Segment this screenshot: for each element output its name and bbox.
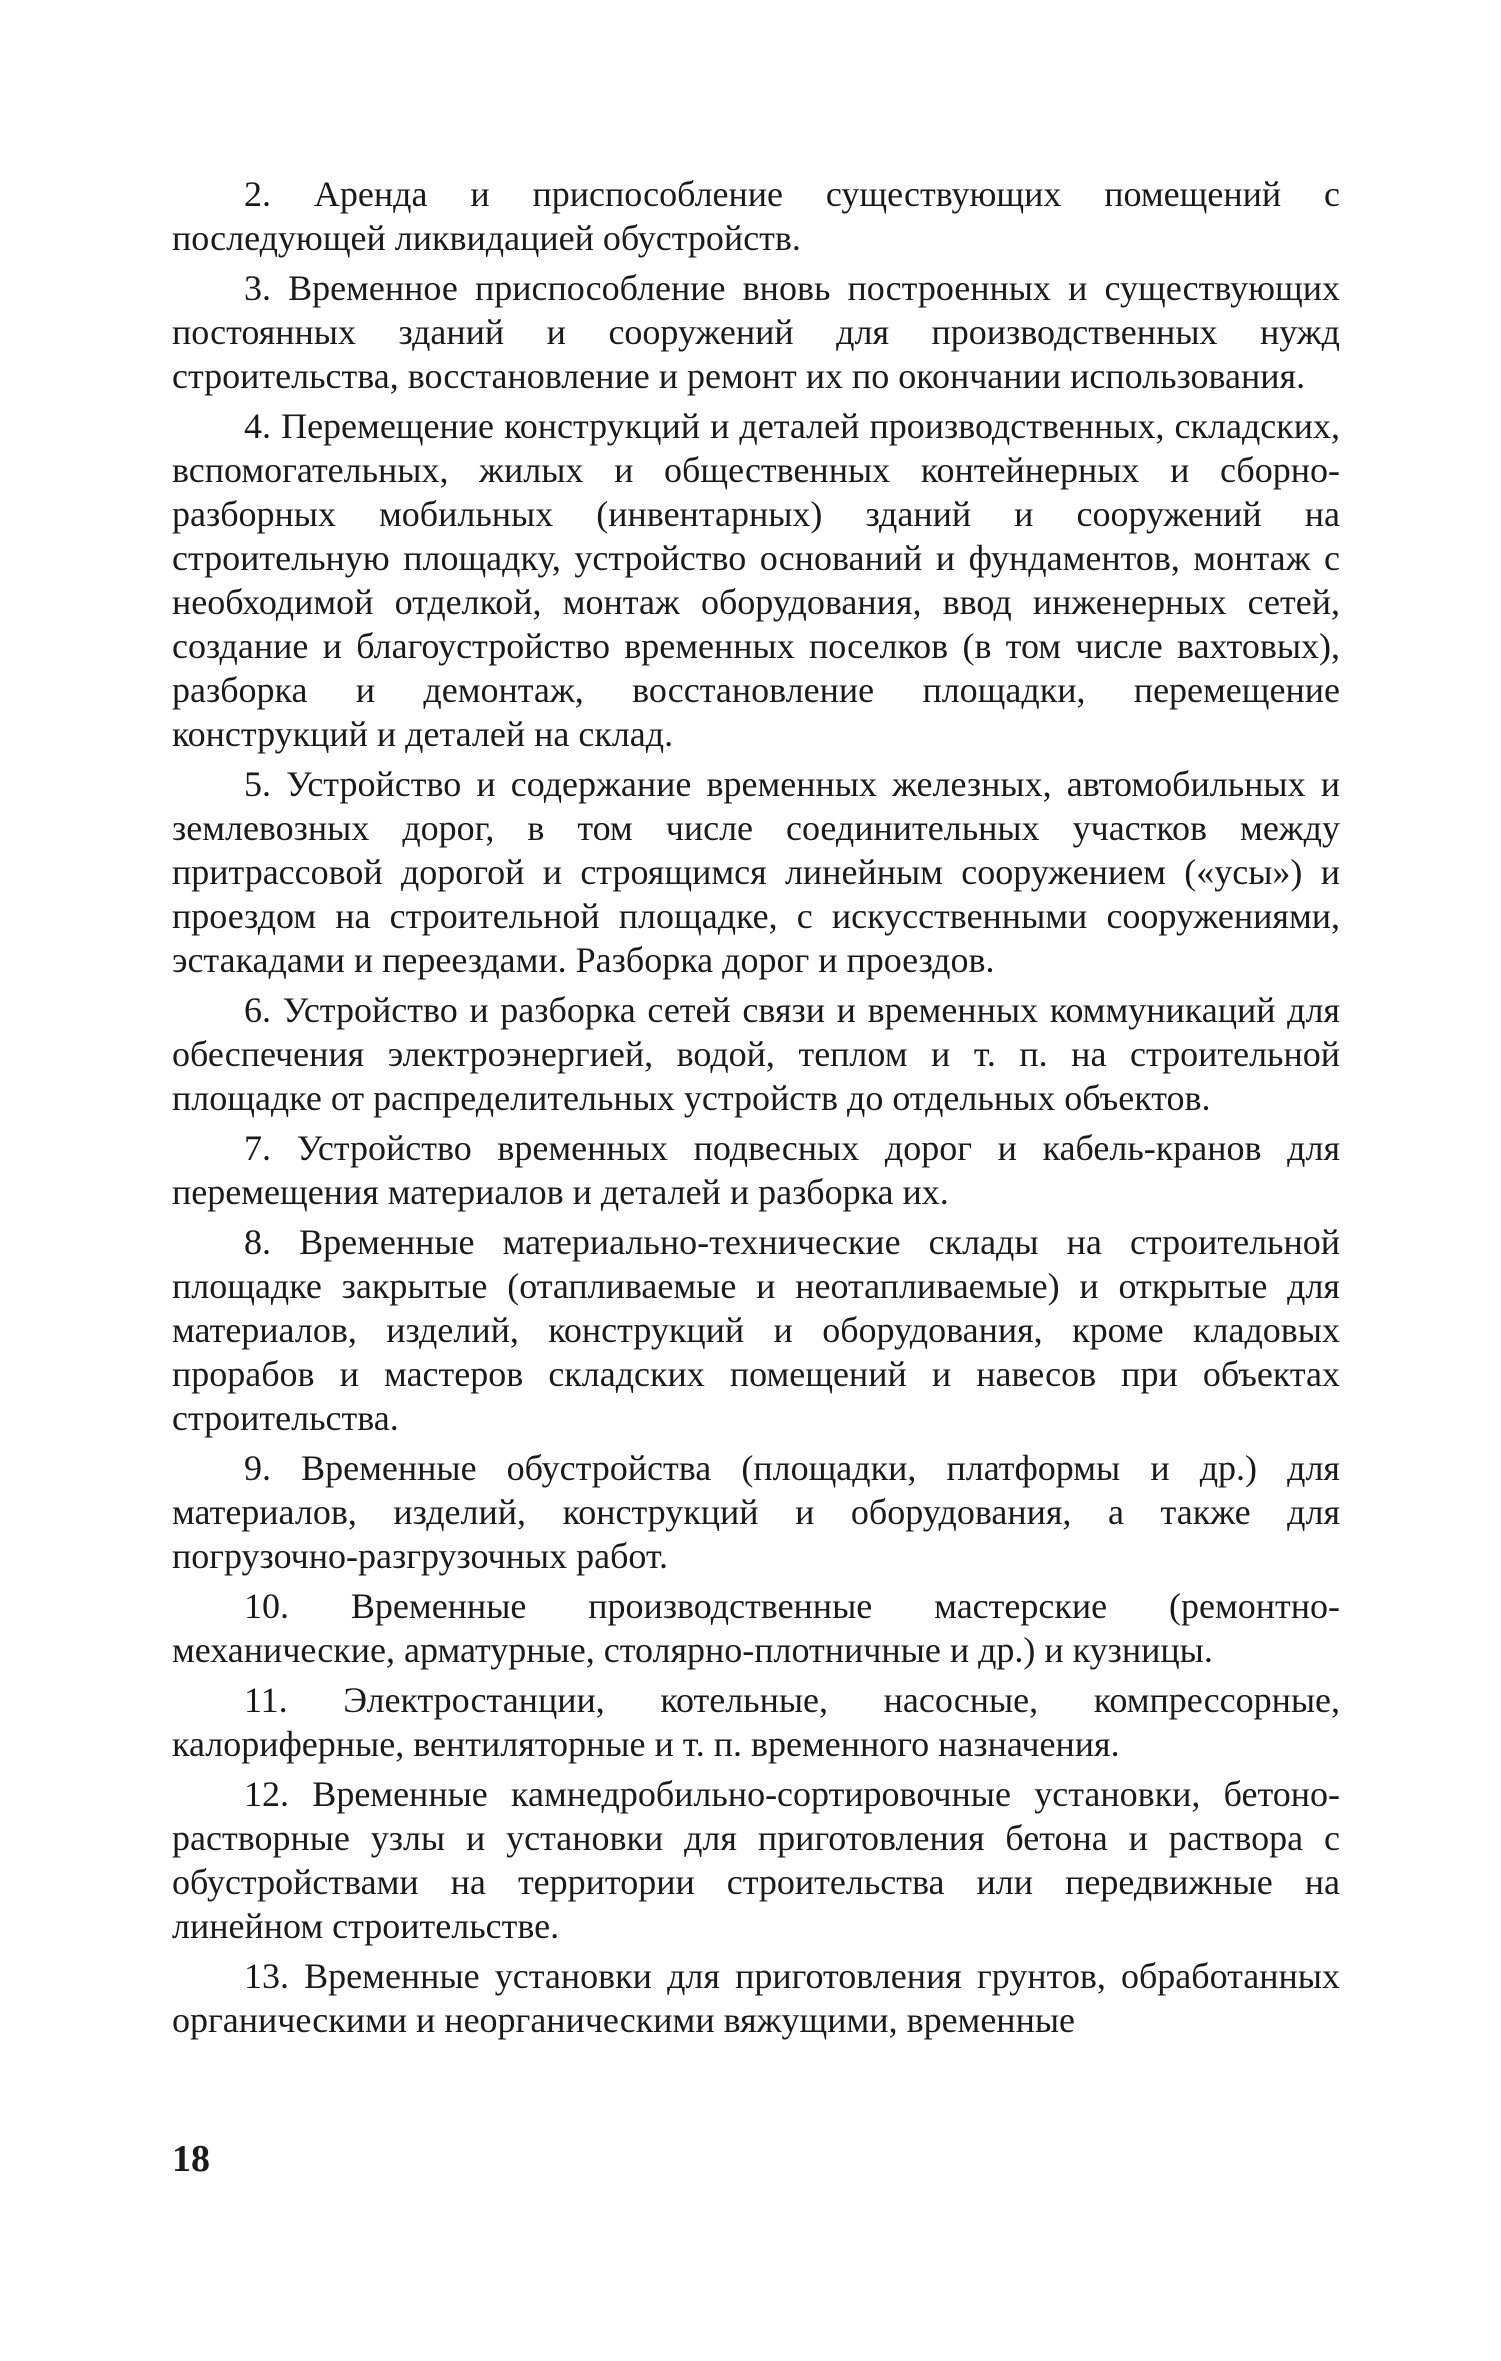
paragraph-item-2: 2. Аренда и приспособление существующих помещений с последующей ликвидацией обустройств.	[172, 174, 1340, 258]
paragraph-item-13: 13. Временные установки для приготовления грунтов, обработанных органическими и неорганическими вяжущими, временные	[172, 1956, 1340, 2040]
paragraph-item-12: 12. Временные камнедробильно-сортировочные установки, бетоно-растворные узлы и установки для приготовления бетона и раствора с обустройствами на территории строительства или передвижные на линейном строительстве.	[172, 1774, 1340, 1946]
paragraph-item-8: 8. Временные материально-технические склады на строительной площадке закрытые (отапливаемые и неотапливаемые) и открытые для материалов, изделий, конструкций и оборудования, кроме кладовых прорабов и мастеров складских помещений и навесов при объектах строительства.	[172, 1222, 1340, 1438]
paragraph-item-3: 3. Временное приспособление вновь построенных и существующих постоянных зданий и сооружений для производственных нужд строительства, восстановление и ремонт их по окончании использования.	[172, 268, 1340, 396]
paragraph-item-4: 4. Перемещение конструкций и деталей производственных, складских, вспомогательных, жилых и общественных контейнерных и сборно-разборных мобильных (инвентарных) зданий и сооружений на строительную площадку, устройство оснований и фундаментов, монтаж с необходимой отделкой, монтаж оборудования, ввод инженерных сетей, создание и благоустройство временных поселков (в том числе вахтовых), разборка и демонтаж, восстановление площадки, перемещение конструкций и деталей на склад.	[172, 406, 1340, 754]
paragraph-item-9: 9. Временные обустройства (площадки, платформы и др.) для материалов, изделий, конструкций и оборудования, а также для погрузочно-разгрузочных работ.	[172, 1448, 1340, 1576]
paragraph-item-7: 7. Устройство временных подвесных дорог и кабель-кранов для перемещения материалов и деталей и разборка их.	[172, 1128, 1340, 1212]
document-body	[172, 172, 1340, 2048]
paragraph-item-10: 10. Временные производственные мастерские (ремонтно-механические, арматурные, столярно-плотничные и др.) и кузницы.	[172, 1586, 1340, 1670]
paragraph-item-11: 11. Электростанции, котельные, насосные, компрессорные, калориферные, вентиляторные и т. п. временного назначения.	[172, 1680, 1340, 1764]
paragraph-item-5: 5. Устройство и содержание временных железных, автомобильных и землевозных дорог, в том числе соединительных участков между притрассовой дорогой и строящимся линейным сооружением («усы») и проездом на строительной площадке, с искусственными сооружениями, эстакадами и переездами. Разборка дорог и проездов.	[172, 764, 1340, 980]
page-number: 18	[172, 2138, 210, 2180]
paragraph-item-6: 6. Устройство и разборка сетей связи и временных коммуникаций для обеспечения электроэнергией, водой, теплом и т. п. на строительной площадке от распределительных устройств до отдельных объектов.	[172, 990, 1340, 1118]
